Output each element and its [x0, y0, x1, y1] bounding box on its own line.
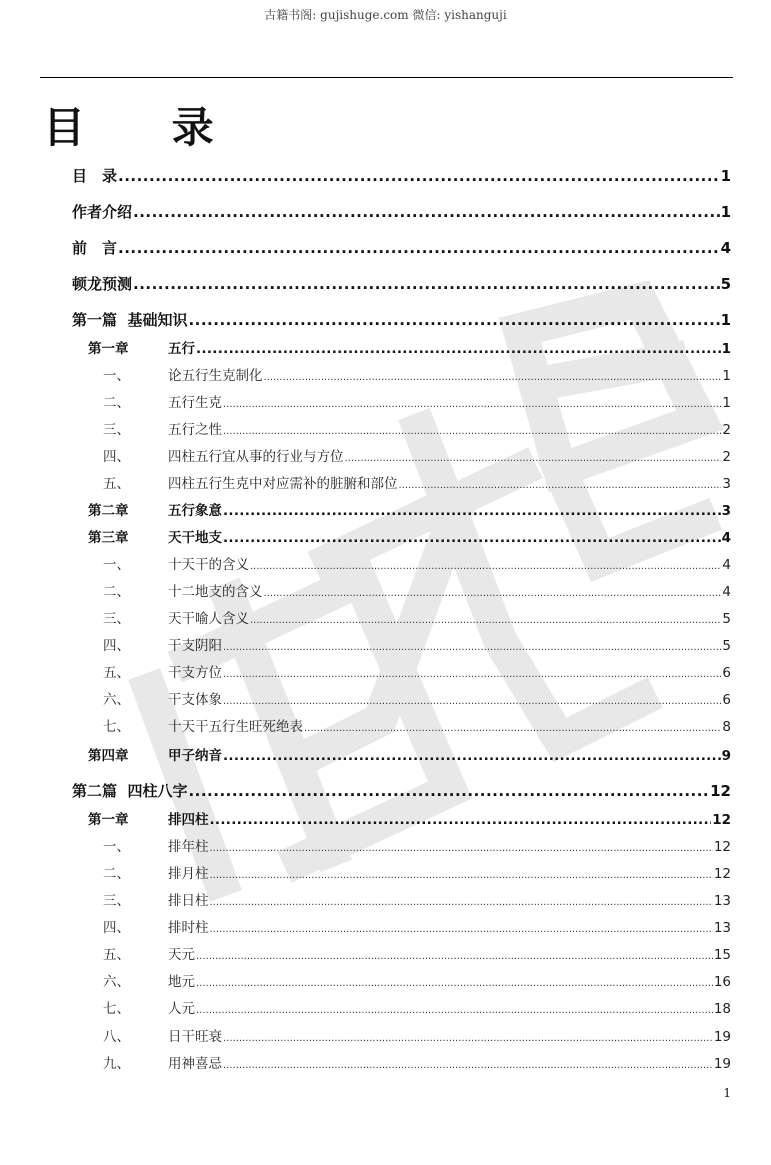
- toc-dot-leader: [399, 480, 722, 491]
- toc-entry-page: 15: [713, 947, 731, 963]
- toc-dot-leader: [210, 870, 713, 881]
- toc-entry-page: 3: [722, 476, 731, 492]
- toc-entry-title: 排时柱: [168, 920, 209, 936]
- toc-entry-number: 四、: [103, 920, 130, 936]
- toc-dot-leader: [223, 748, 721, 764]
- toc-entry-title: 五行之性: [168, 422, 222, 438]
- toc-entry-title: 作者介绍: [72, 203, 133, 221]
- toc-entry-number: 三、: [103, 893, 130, 909]
- toc-entry-number: 四、: [103, 449, 130, 465]
- toc-entry-page: 1: [720, 167, 731, 185]
- toc-entry-page: 16: [713, 974, 731, 990]
- toc-entry-page: 12: [713, 866, 731, 882]
- toc-dot-leader: [133, 275, 720, 293]
- toc-entry[interactable]: [88, 337, 731, 357]
- toc-entry[interactable]: [103, 1052, 731, 1072]
- toc-entry[interactable]: [103, 943, 731, 963]
- toc-entry-title: 日干旺衰: [168, 1029, 222, 1045]
- toc-entry-number: 第一章: [88, 812, 129, 828]
- toc-entry-number: 二、: [103, 584, 130, 600]
- toc-dot-leader: [210, 924, 713, 935]
- toc-entry-title: 十天干五行生旺死绝表: [168, 719, 303, 735]
- toc-entry[interactable]: [103, 634, 731, 654]
- toc-entry-title: 干支体象: [168, 692, 222, 708]
- toc-entry-number: 六、: [103, 974, 130, 990]
- toc-entry-title: 地元: [168, 974, 195, 990]
- toc-dot-leader: [250, 561, 721, 572]
- toc-entry-number: 八、: [103, 1029, 130, 1045]
- toc-entry[interactable]: [103, 916, 731, 936]
- toc-entry-number: 四、: [103, 638, 130, 654]
- toc-entry-number: 三、: [103, 422, 130, 438]
- toc-dot-leader: [210, 897, 713, 908]
- toc-entry-page: 2: [722, 449, 731, 465]
- toc-entry-number: 一、: [103, 839, 130, 855]
- toc-entry[interactable]: [88, 808, 731, 828]
- toc-entry-page: 13: [713, 893, 731, 909]
- toc-entry[interactable]: [103, 391, 731, 411]
- toc-entry-number: 六、: [103, 692, 130, 708]
- toc-entry-page: 6: [722, 692, 731, 708]
- toc-dot-leader: [223, 669, 721, 680]
- toc-entry-page: 4: [722, 557, 731, 573]
- toc-entry-title: 甲子纳音: [168, 748, 222, 764]
- toc-entry-title: 五行生克: [168, 395, 222, 411]
- toc-entry[interactable]: [103, 418, 731, 438]
- toc-entry[interactable]: [103, 688, 731, 708]
- toc-dot-leader: [133, 203, 720, 221]
- toc-entry-page: 19: [713, 1029, 731, 1045]
- toc-entry-page: 12: [712, 812, 731, 828]
- toc-entry-number: 二、: [103, 866, 130, 882]
- toc-entry-page: 1: [722, 368, 731, 384]
- toc-entry-title: 排四柱: [168, 812, 209, 828]
- toc-entry-page: 5: [720, 275, 731, 293]
- toc-dot-leader: [223, 642, 721, 653]
- toc-entry-page: 18: [713, 1001, 731, 1017]
- header-rule: [40, 77, 733, 78]
- toc-entry[interactable]: [88, 744, 731, 764]
- toc-entry[interactable]: [103, 715, 731, 735]
- toc-entry[interactable]: [103, 607, 731, 627]
- toc-dot-leader: [118, 167, 720, 185]
- toc-entry-number: 第四章: [88, 748, 129, 764]
- toc-entry-page: 1: [721, 341, 731, 357]
- toc-entry-number: 七、: [103, 719, 130, 735]
- toc-entry-page: 5: [722, 638, 731, 654]
- toc-entry[interactable]: [72, 201, 731, 222]
- toc-entry-page: 6: [722, 665, 731, 681]
- toc-entry-number: 五、: [103, 947, 130, 963]
- toc-entry[interactable]: [72, 237, 731, 258]
- toc-entry-title: 排年柱: [168, 839, 209, 855]
- toc-entry-title: 排月柱: [168, 866, 209, 882]
- toc-entry[interactable]: [103, 1025, 731, 1045]
- toc-entry[interactable]: [72, 273, 731, 294]
- toc-entry-page: 19: [713, 1056, 731, 1072]
- toc-entry-number: 第一章: [88, 341, 129, 357]
- page-number: 1: [723, 1086, 731, 1100]
- toc-entry[interactable]: [72, 309, 731, 330]
- toc-entry-title: 四柱五行生克中对应需补的脏腑和部位: [168, 476, 398, 492]
- toc-entry-number: 二、: [103, 395, 130, 411]
- toc-entry-page: 3: [721, 503, 731, 519]
- toc-entry-title: 第一篇 基础知识: [72, 311, 188, 329]
- toc-entry-title: 天干地支: [168, 530, 222, 546]
- page-title: 目 录: [43, 103, 250, 152]
- toc-dot-leader: [264, 588, 722, 599]
- toc-entry-page: 4: [722, 584, 731, 600]
- toc-entry[interactable]: [103, 889, 731, 909]
- toc-entry[interactable]: [103, 364, 731, 384]
- toc-entry-number: 五、: [103, 476, 130, 492]
- toc-entry-title: 目 录: [72, 167, 118, 185]
- toc-dot-leader: [223, 530, 721, 546]
- toc-entry-title: 排日柱: [168, 893, 209, 909]
- toc-entry-page: 4: [720, 239, 731, 257]
- toc-entry-page: 2: [722, 422, 731, 438]
- toc-entry-number: 第三章: [88, 530, 129, 546]
- toc-dot-leader: [304, 723, 721, 734]
- toc-dot-leader: [223, 1060, 713, 1071]
- toc-dot-leader: [250, 615, 721, 626]
- toc-entry[interactable]: [103, 580, 731, 600]
- toc-entry-page: 13: [713, 920, 731, 936]
- toc-entry-number: 一、: [103, 368, 130, 384]
- toc-entry[interactable]: [103, 472, 731, 492]
- toc-entry[interactable]: [103, 445, 731, 465]
- toc-entry-page: 1: [722, 395, 731, 411]
- toc-entry-title: 第二篇 四柱八字: [72, 782, 188, 800]
- toc-dot-leader: [223, 503, 721, 519]
- toc-entry-number: 三、: [103, 611, 130, 627]
- toc-entry-number: 七、: [103, 1001, 130, 1017]
- toc-entry-title: 论五行生克制化: [168, 368, 263, 384]
- toc-dot-leader: [210, 843, 713, 854]
- toc-entry[interactable]: [103, 661, 731, 681]
- toc-entry[interactable]: [72, 165, 731, 186]
- toc-dot-leader: [188, 311, 719, 329]
- toc-entry[interactable]: [88, 499, 731, 519]
- toc-entry-title: 干支方位: [168, 665, 222, 681]
- toc-dot-leader: [223, 399, 721, 410]
- toc-entry[interactable]: [103, 997, 731, 1017]
- toc-dot-leader: [264, 372, 722, 383]
- toc-entry-title: 十天干的含义: [168, 557, 249, 573]
- toc-dot-leader: [188, 782, 709, 800]
- toc-entry-page: 9: [721, 748, 731, 764]
- toc-dot-leader: [196, 1005, 713, 1016]
- toc-entry[interactable]: [103, 970, 731, 990]
- toc-entry[interactable]: [103, 553, 731, 573]
- page-header: 古籍书阁: gujishuge.com 微信: yishanguji: [264, 8, 507, 22]
- toc-entry-title: 四柱五行宜从事的行业与方位: [168, 449, 344, 465]
- toc-entry-title: 用神喜忌: [168, 1056, 222, 1072]
- toc-entry-page: 5: [722, 611, 731, 627]
- toc-entry-number: 五、: [103, 665, 130, 681]
- toc-dot-leader: [223, 696, 721, 707]
- toc-dot-leader: [345, 453, 722, 464]
- toc-entry-title: 天干喻人含义: [168, 611, 249, 627]
- toc-entry-number: 第二章: [88, 503, 129, 519]
- toc-entry-number: 九、: [103, 1056, 130, 1072]
- toc-entry-page: 1: [720, 203, 731, 221]
- toc-entry[interactable]: [88, 526, 731, 546]
- toc-dot-leader: [196, 978, 713, 989]
- toc-dot-leader: [210, 812, 712, 828]
- toc-dot-leader: [196, 341, 721, 357]
- toc-entry[interactable]: [103, 835, 731, 855]
- toc-dot-leader: [223, 1033, 713, 1044]
- toc-entry-title: 前 言: [72, 239, 118, 257]
- toc-entry-title: 五行象意: [168, 503, 222, 519]
- toc-entry-number: 一、: [103, 557, 130, 573]
- toc-entry-title: 顿龙预测: [72, 275, 133, 293]
- toc-entry-page: 8: [722, 719, 731, 735]
- toc-entry-page: 1: [720, 311, 731, 329]
- toc-entry-page: 12: [713, 839, 731, 855]
- toc-dot-leader: [196, 951, 713, 962]
- toc-entry-page: 4: [721, 530, 731, 546]
- toc-entry-title: 干支阴阳: [168, 638, 222, 654]
- toc-dot-leader: [223, 426, 721, 437]
- toc-entry-title: 十二地支的含义: [168, 584, 263, 600]
- toc-entry-title: 五行: [168, 341, 195, 357]
- toc-entry[interactable]: [72, 780, 731, 801]
- toc-entry-page: 12: [710, 782, 731, 800]
- toc-entry-title: 天元: [168, 947, 195, 963]
- toc-dot-leader: [118, 239, 720, 257]
- toc-entry-title: 人元: [168, 1001, 195, 1017]
- toc-entry[interactable]: [103, 862, 731, 882]
